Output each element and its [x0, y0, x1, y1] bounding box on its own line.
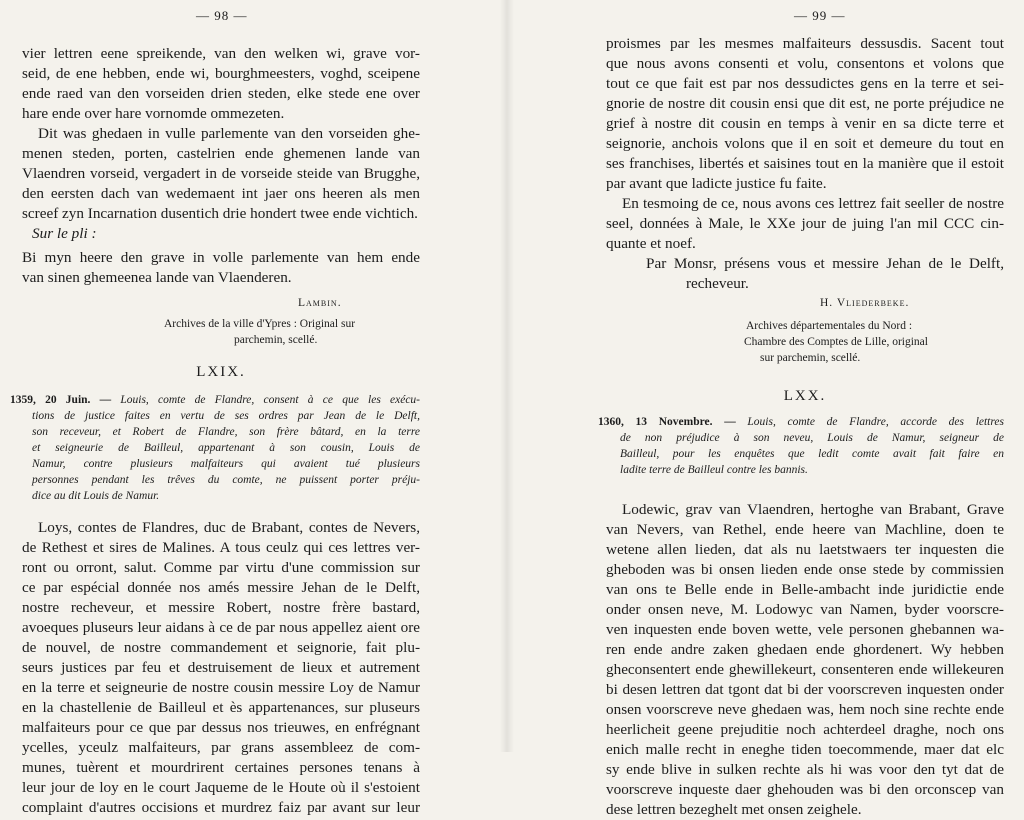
- text-line: Dit was ghedaen in vulle parlemente van den vorseiden ghe-: [38, 125, 420, 142]
- text-line: avoeques pluseurs leur aidans à ce de par nous appellez aient ore: [22, 619, 420, 636]
- text-line: de nouvel, de nostre commandement et seignorie, fait plu-: [22, 639, 420, 656]
- summary-first-line: [598, 414, 1004, 430]
- text-line: voorscreve inqueste daer ghehouden was bi den orconscep van: [606, 781, 1004, 798]
- signature-vliederbeke: H. Vliederbeke.: [820, 297, 910, 309]
- text-line: ende raed van den vorseiden drien steden, elke stede ene over: [22, 85, 420, 102]
- text-line: tout ce que fait est par nos dessudictes gens en la terre et sei-: [606, 75, 1004, 92]
- text-line: dese lettren bezeghelt met onsen zeighele.: [606, 801, 862, 818]
- signature-lambin: Lambin.: [298, 297, 342, 309]
- archive-line: Archives départementales du Nord :: [746, 320, 913, 332]
- text-line: en la chastellenie de Bailleul et ès appartenances, sur pluseurs: [22, 699, 420, 716]
- text-line: enich malle recht in eneghe tiden toecommende, maer dat elc: [606, 741, 1004, 758]
- archive-line: Chambre des Comptes de Lille, original: [744, 336, 928, 348]
- paragraph-charter-text: [22, 518, 420, 818]
- text-line: bi desen lettren dat tgont dat bi der voorscreven inquesten onder: [606, 681, 1004, 698]
- text-line: ycelles, yceulz malfaiteurs, par grans assembleez de com-: [22, 739, 420, 756]
- text-line: seignorie, anchois volons que il en soit et demeure du tout en: [606, 135, 1004, 152]
- text-line: Bi myn heere den grave in volle parlemente van hem ende: [22, 249, 420, 266]
- attestation: [606, 254, 1004, 294]
- text-line: vier lettren eene spreikende, van den welken wi, grave vor-: [22, 45, 420, 62]
- text-line: grief à nostre dit cousin en temps à venir en sa dicte terre et: [606, 115, 1004, 132]
- summary-line: dice au dit Louis de Namur.: [32, 490, 160, 502]
- paragraph-flemish-charter: [606, 500, 1004, 820]
- charter-number: LXIX.: [196, 364, 246, 380]
- text-line: van Nevers, van Rethel, ende heere van Machline, doen te: [606, 521, 1004, 538]
- charter-summary: [10, 392, 420, 504]
- text-line: onder onsen neve, M. Lodowyc van Namen, byder voorscre-: [606, 601, 1004, 618]
- text-line: ses franchises, libertés et saisines tout en la manière que il estoit: [606, 155, 1004, 172]
- paragraph-continuation: [22, 44, 420, 124]
- text-line: leur jour de loy en le court Jaqueme de le Houte où il s'estoient: [22, 779, 420, 796]
- summary-line: personnes pendant les trêves du comte, ne puissent porter préju-: [32, 474, 420, 486]
- archive-reference: [606, 318, 1004, 366]
- summary-line: son receveur, et Robert de Flandre, son frère bâtard, en la terre: [32, 426, 420, 438]
- summary-line: et seigneurie de Bailleul, appartenant à son cousin, Louis de: [32, 442, 420, 454]
- summary-continuation: [598, 430, 1004, 478]
- text-line: par avant que ladicte justice fu faite.: [606, 175, 827, 192]
- text-line: proismes par les mesmes malfaiteurs dessusdis. Sacent tout: [606, 35, 1004, 52]
- archive-line: Archives de la ville d'Ypres : Original sur: [164, 318, 356, 330]
- summary-first-line: [10, 392, 420, 408]
- summary-text: Louis, comte de Flandre, consent à ce que les exécu-: [120, 394, 420, 406]
- text-line: seurs justices par feu et destruisement de lieux et autrement: [22, 659, 420, 676]
- archive-reference: [22, 316, 420, 348]
- charter-number: LXX.: [783, 388, 827, 404]
- page-number: — 99 —: [794, 8, 846, 23]
- paragraph-witness: [606, 194, 1004, 254]
- text-line: gnorie de nostre dit cousin ensi que dit est, ne porte préjudice ne: [606, 95, 1004, 112]
- text-line: gheboden was bi onsen lieden ende onse stede by commissien: [606, 561, 1004, 578]
- text-line: Loys, contes de Flandres, duc de Brabant, contes de Nevers,: [38, 519, 420, 536]
- summary-line: ladite terre de Bailleul contre les bannis.: [620, 464, 808, 476]
- page-gutter: [500, 0, 514, 752]
- text-line: wetene allen lieden, dat als nu laetstwaers ter inquesten die: [606, 541, 1004, 558]
- text-line: malfaiteurs pour ce que par dessus nos trieuwes, en enfrégnant: [22, 719, 420, 736]
- text-line: seid, de ene hebben, ende wi, bourghmeesters, voghd, sceipene: [22, 65, 420, 82]
- text-line: den eersten dach van wedemaent int jaer ons heeren als men: [22, 185, 420, 202]
- charter-summary: [598, 414, 1004, 478]
- right-text-block: [598, 34, 1005, 820]
- archive-line: parchemin, scellé.: [234, 334, 318, 346]
- text-line: hare ende over hare vornomde ommezeten.: [22, 105, 285, 122]
- archive-line: sur parchemin, scellé.: [760, 352, 861, 364]
- summary-text: Louis, comte de Flandre, accorde des lettres: [747, 416, 1005, 428]
- left-page: [0, 0, 500, 816]
- text-line: nostre recheveur, et messire Robert, nostre frère bastard,: [22, 599, 420, 616]
- text-line: van sinen ghemeenea lande van Vlaenderen.: [22, 269, 292, 286]
- text-line: En tesmoing de ce, nous avons ces lettrez fait seeller de nostre: [622, 195, 1004, 212]
- text-line: seel, données à Male, le XXe jour de juing l'an mil CCC cin-: [606, 215, 1004, 232]
- text-line: ren ende andre zaken ghedaen ende ghordenert. Wy hebben: [606, 641, 1004, 658]
- text-line: Lodewic, grav van Vlaendren, hertoghe van Brabant, Grave: [622, 501, 1004, 518]
- attest-line: Par Monsr, présens vous et messire Jehan de le Delft,: [646, 255, 1004, 272]
- text-line: quante et noef.: [606, 235, 696, 252]
- text-line: menen steden, porten, castelrien ende ghemenen lande van: [22, 145, 420, 162]
- left-text-block: [10, 44, 420, 818]
- text-line: munes, tuèrent et mourdrirent certaines persones tenans à: [22, 759, 420, 776]
- text-line: Vlaendren vorseid, vergadert in de vorseide steide van Brugghe,: [22, 165, 420, 182]
- paragraph-endorsement: [22, 248, 420, 288]
- text-line: screef zyn Incarnation dusentich drie hondert twee ende vichtich.: [22, 205, 418, 222]
- text-line: onsen voorscreve neve ghedaen was, hem noch sine rechte ende: [606, 701, 1004, 718]
- summary-line: Bailleul, pour les enquêtes que ledit comte avait fait faire en: [620, 448, 1004, 460]
- text-line: de Rethest et sires de Malines. A tous ceulz qui ces lettres ver-: [22, 539, 420, 556]
- text-line: van ons te Belle ende in Belle-ambacht inde juridictie ende: [606, 581, 1004, 598]
- summary-line: Namur, contre plusieurs malfaiteurs qui avaient tué plusieurs: [32, 458, 420, 470]
- page-number: — 98 —: [196, 8, 248, 23]
- summary-continuation: [10, 408, 420, 504]
- text-line: ront ou orront, salut. Comme par virtu d'une commission sur: [22, 559, 420, 576]
- summary-date: 1360, 13 Novembre. —: [598, 416, 736, 428]
- paragraph-continuation: [606, 34, 1004, 194]
- text-line: heerlicheit geene prejuditie noch achterdeel draghe, noch ons: [606, 721, 1004, 738]
- right-page: [514, 0, 1024, 818]
- text-line: sy ende blive in sulken rechte als hi was voor den tyt dat de: [606, 761, 1004, 778]
- text-line: que nous avons consenti et volu, consentons et volons que: [606, 55, 1004, 72]
- text-line: en la terre et seigneurie de nostre cousin messire Loy de Namur: [22, 679, 420, 696]
- text-line: ven inquesten ende boven wette, vele personen ghebannen wa-: [606, 621, 1004, 638]
- text-line: complaint d'autres occisions et murdrez faiz par avant sur leur: [22, 799, 420, 816]
- attest-line: recheveur.: [686, 275, 749, 292]
- summary-line: de non préjudice à son neveu, Louis de Namur, seigneur de: [620, 432, 1004, 444]
- text-line: gheconsentert ende ghewillekeurt, consenteren ende willekeuren: [606, 661, 1004, 678]
- text-line: ce par espécial donnée nos amés messire Jehan de le Delft,: [22, 579, 420, 596]
- summary-date: 1359, 20 Juin. —: [10, 394, 112, 406]
- sur-le-pli-label: Sur le pli :: [32, 225, 97, 242]
- paragraph-dated-closing: [22, 124, 420, 224]
- summary-line: tions de justice faites en vertu de ses ordres par Jean de le Delft,: [32, 410, 420, 422]
